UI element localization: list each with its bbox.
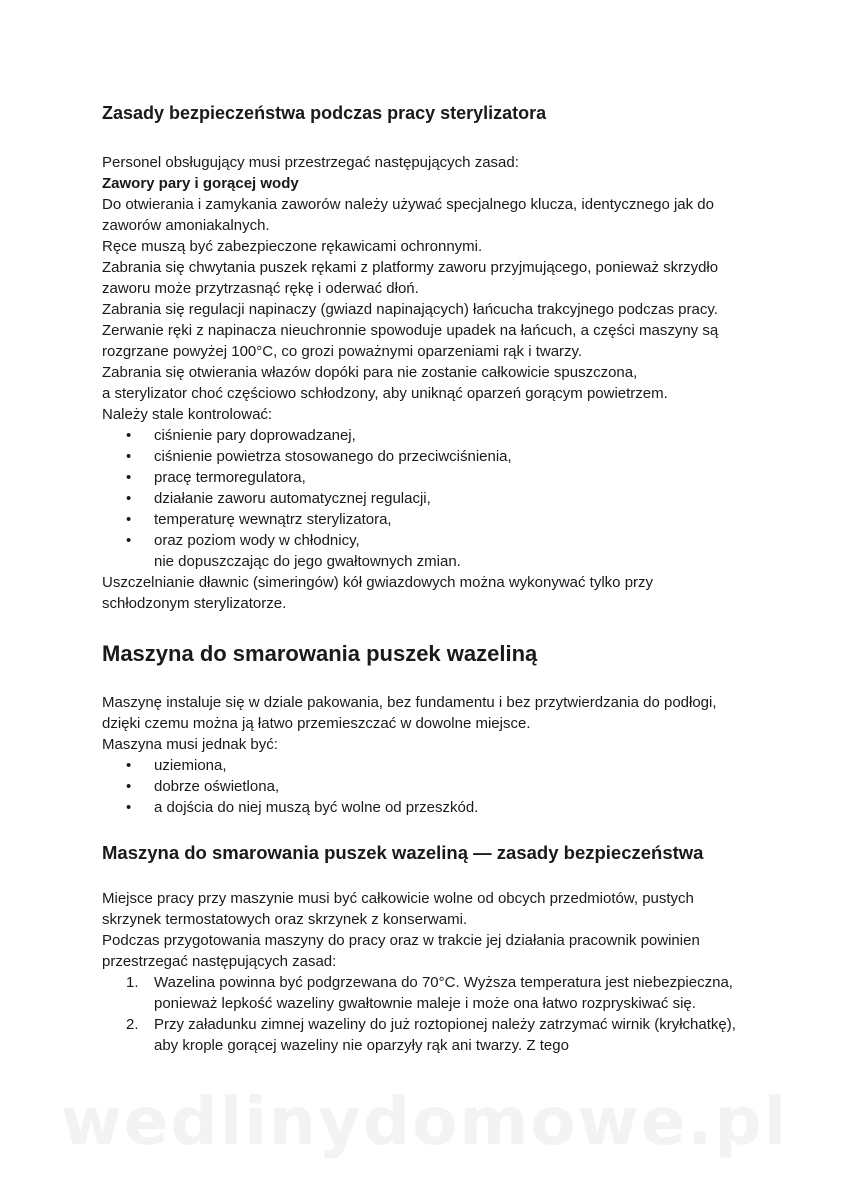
section-title-safety-rules: Maszyna do smarowania puszek wazeliną — zasady bezpieczeństwa bbox=[102, 842, 704, 863]
list-item: • ciśnienie powietrza stosowanego do przeciwciśnienia, bbox=[102, 446, 742, 467]
watermark: wedlinydomowe.pl bbox=[60, 1083, 789, 1160]
list-number: 1. bbox=[126, 974, 139, 991]
paragraph: Miejsce pracy przy maszynie musi być całkowicie wolne od obcych przedmiotów, pustych skrzynek termostatowych oraz skrzynek z konserwami. bbox=[102, 890, 694, 928]
paragraph: Ręce muszą być zabezpieczone rękawicami ochronnymi. bbox=[102, 238, 483, 255]
list-number: 2. bbox=[126, 1016, 139, 1033]
list-item-text: Przy załadunku zimnej wazeliny do już roztopionej należy zatrzymać wirnik (kryłchatkę), aby krople gorącej wazeliny nie oparzyły rąk ani twarzy. Z tego bbox=[154, 1016, 736, 1054]
section-title-vaseline-machine: Maszyna do smarowania puszek wazeliną bbox=[102, 641, 538, 666]
paragraph: a sterylizator choć częściowo schłodzony, aby uniknąć oparzeń gorącym powietrzem. bbox=[102, 385, 668, 402]
list-item: • ciśnienie pary doprowadzanej, bbox=[102, 425, 742, 446]
list-item: • oraz poziom wody w chłodnicy, bbox=[102, 530, 742, 551]
control-list bbox=[102, 425, 742, 551]
list-item: • działanie zaworu automatycznej regulacji, bbox=[102, 488, 742, 509]
rules-list bbox=[102, 972, 742, 1056]
paragraph: Podczas przygotowania maszyny do pracy oraz w trakcie jej działania pracownik powinien przestrzegać następujących zasad: bbox=[102, 932, 700, 970]
paragraph: Zabrania się chwytania puszek rękami z platformy zaworu przyjmującego, ponieważ skrzydło zaworu może przytrzasnąć rękę i oderwać dłoń. bbox=[102, 259, 719, 297]
paragraph: Maszyna musi jednak być: bbox=[102, 736, 278, 753]
subheading-valves: Zawory pary i gorącej wody bbox=[102, 175, 299, 192]
paragraph: Należy stale kontrolować: bbox=[102, 406, 273, 423]
paragraph: Zabrania się regulacji napinaczy (gwiazd napinających) łańcucha trakcyjnego podczas pracy. bbox=[102, 301, 718, 318]
list-item: • a dojścia do niej muszą być wolne od przeszkód. bbox=[102, 797, 742, 818]
list-item: • uziemiona, bbox=[102, 755, 742, 776]
paragraph: Zerwanie ręki z napinacza nieuchronnie spowoduje upadek na łańcuch, a części maszyny są rozgrzane powyżej 100°C, co grozi poważnymi oparzeniami rąk i twarzy. bbox=[102, 322, 719, 360]
paragraph: Do otwierania i zamykania zaworów należy używać specjalnego klucza, identycznego jak do zaworów amoniakalnych. bbox=[102, 196, 714, 234]
list-item bbox=[102, 972, 742, 1014]
requirements-list bbox=[102, 755, 742, 818]
paragraph: Maszynę instaluje się w dziale pakowania, bez fundamentu i bez przytwierdzania do podłogi, dzięki czemu można ją łatwo przemieszczać w dowolne miejsce. bbox=[102, 694, 717, 732]
list-item: • dobrze oświetlona, bbox=[102, 776, 742, 797]
paragraph: Zabrania się otwierania włazów dopóki para nie zostanie całkowicie spuszczona, bbox=[102, 364, 638, 381]
list-item-text: Wazelina powinna być podgrzewana do 70°C. Wyższa temperatura jest niebezpieczna, ponieważ lepkość wazeliny gwałtownie maleje i może ona łatwo rozpryskiwać się. bbox=[154, 974, 733, 1012]
list-item bbox=[102, 1014, 742, 1056]
closing-paragraph: Uszczelnianie dławnic (simeringów) kół gwiazdowych można wykonywać tylko przy schłodzonym sterylizatorze. bbox=[102, 574, 654, 612]
list-item: • temperaturę wewnątrz sterylizatora, bbox=[102, 509, 742, 530]
document-page bbox=[102, 100, 742, 1056]
list-item: • pracę termoregulatora, bbox=[102, 467, 742, 488]
intro-paragraph: Personel obsługujący musi przestrzegać następujących zasad: bbox=[102, 154, 519, 171]
section-title-sterilizer: Zasady bezpieczeństwa podczas pracy sterylizatora bbox=[102, 103, 547, 123]
list-continuation: nie dopuszczając do jego gwałtownych zmian. bbox=[154, 553, 461, 570]
